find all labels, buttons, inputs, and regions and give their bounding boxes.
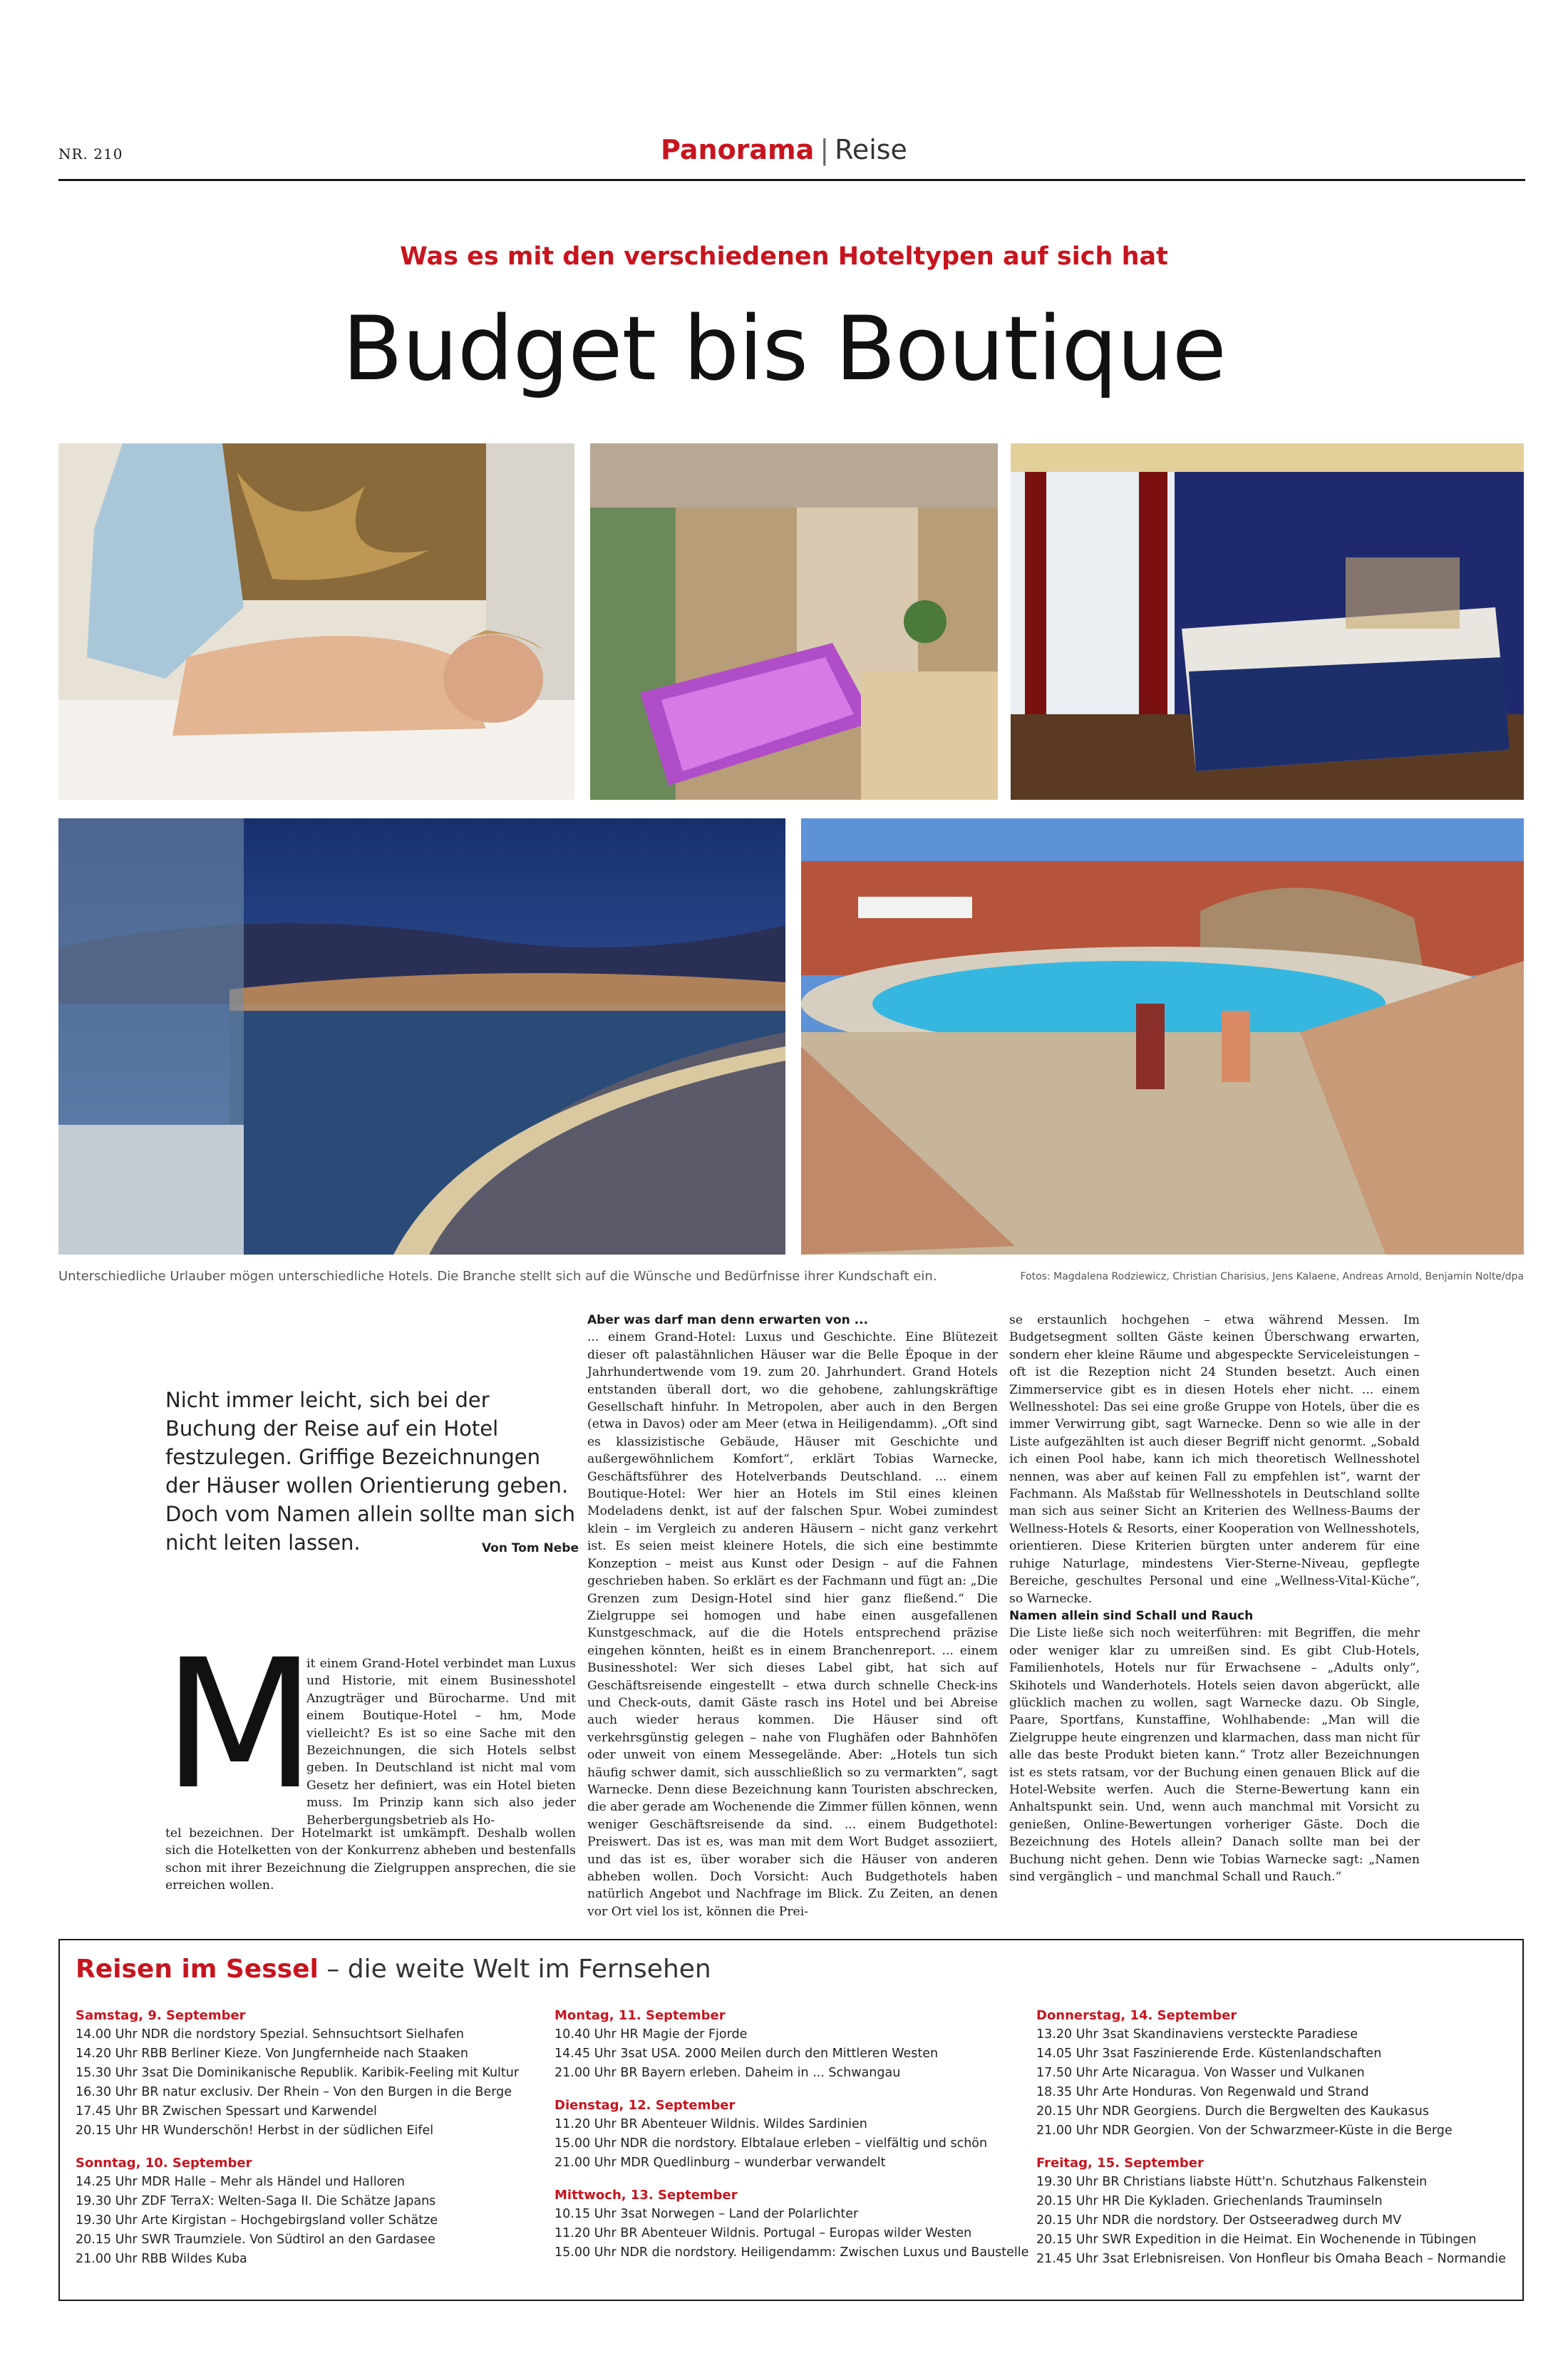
tv-listing: 21.00 Uhr NDR Georgien. Von der Schwarzmeer-Küste in die Berge	[1036, 2124, 1453, 2138]
tv-guide-title-bold: Reisen im Sessel	[76, 1955, 319, 1984]
tv-listing: 11.20 Uhr BR Abenteuer Wildnis. Wildes Sardinien	[555, 2117, 867, 2131]
tv-column-1	[76, 2006, 532, 2282]
tv-listing: 14.20 Uhr RBB Berliner Kieze. Von Jungfernheide nach Staaken	[76, 2047, 468, 2061]
tv-day	[555, 2096, 1011, 2173]
column-2	[587, 1312, 998, 1920]
tv-day	[555, 2186, 1029, 2263]
photo-resort-pool	[801, 818, 1524, 1255]
issue-number: NR. 210	[58, 145, 123, 163]
teaser	[165, 1386, 579, 1563]
column-3	[1009, 1312, 1420, 1885]
tv-guide-title	[76, 1955, 711, 1984]
tv-day-heading: Freitag, 15. September	[1036, 2156, 1204, 2171]
tv-listing: 17.45 Uhr BR Zwischen Spessart und Karwendel	[76, 2104, 377, 2119]
byline: Von Tom Nebe	[481, 1541, 579, 1555]
dropcap: M	[163, 1621, 316, 1828]
tv-listing: 19.30 Uhr BR Christians liabste Hütt'n. Schutzhaus Falkenstein	[1036, 2175, 1428, 2189]
tv-column-2	[555, 2006, 1029, 2275]
photo-hotel-room	[1011, 443, 1524, 800]
tv-listing: 20.15 Uhr HR Die Kykladen. Griechenlands Trauminseln	[1036, 2194, 1383, 2208]
tv-listing: 13.20 Uhr 3sat Skandinaviens versteckte Paradiese	[1036, 2027, 1358, 2042]
tv-listing: 10.40 Uhr HR Magie der Fjorde	[555, 2027, 748, 2042]
tv-listing: 18.35 Uhr Arte Honduras. Von Regenwald und Strand	[1036, 2085, 1369, 2099]
tv-listing: 10.15 Uhr 3sat Norwegen – Land der Polarlichter	[555, 2207, 859, 2221]
tv-listing: 16.30 Uhr BR natur exclusiv. Der Rhein – Von den Burgen in die Berge	[76, 2085, 512, 2099]
photo-credits: Fotos: Magdalena Rodziewicz, Christian Charisius, Jens Kalaene, Andreas Arnold, Benjamin Nolte/dpa	[1020, 1271, 1524, 1282]
tv-day-heading: Donnerstag, 14. September	[1036, 2008, 1237, 2023]
tv-listing: 17.50 Uhr Arte Nicaragua. Von Wasser und Vulkanen	[1036, 2066, 1365, 2080]
tv-column-3	[1036, 2006, 1506, 2282]
photo-night-coast	[58, 818, 785, 1255]
tv-day-heading: Dienstag, 12. September	[555, 2098, 736, 2113]
column-3-text: se erstaunlich hochgehen – etwa während Messen. Im Budgetsegment sollten Gäste keinen Überschwang erwarten, sondern eher kleine Räume und abgespeckte Serviceleistungen – oft ist die Rezeption nicht 24 Stunden besetzt. Auch einen Zimmerservice gibt es in diesen Hotels eher nicht. ... einem Wellnesshotel: Das sei eine große Gruppe von Hotels, über die es immer Verwirrung gibt, sagt Warnecke. Denn so wie alle in der Liste aufgezählten ist auch dieser Begriff nicht genormt. „Sobald ich einen Pool habe, kann ich mich theoretisch Wellnesshotel nennen, was aber auf keinen Fall zu empfehlen ist“, warnt der Fachmann. Als Maßstab für Wellnesshotels in Deutschland sollte man sich aus seiner Sicht an Kriterien des Wellness-Baums der Wellness-Hotels & Resorts, einer Kooperation von Wellnesshotels, orientieren. Diese Kriterien bürgten unter anderem für eine ruhige Naturlage, mindestens Vier-Sterne-Niveau, gepflegte Bereiche, geschultes Personal und eine „Wellness-Vital-Küche“, so Warnecke.	[1009, 1313, 1420, 1606]
tv-listing: 14.25 Uhr MDR Halle – Mehr als Händel und Halloren	[76, 2175, 405, 2189]
tv-guide-box	[58, 1939, 1524, 2301]
tv-listing: 21.00 Uhr MDR Quedlinburg – wunderbar verwandelt	[555, 2156, 886, 2170]
section-label: Panorama | Reise	[661, 134, 907, 165]
kicker: Was es mit den verschiedenen Hoteltypen auf sich hat	[400, 242, 1168, 271]
tv-listing: 14.00 Uhr NDR die nordstory Spezial. Sehnsuchtsort Sielhafen	[76, 2027, 464, 2042]
tv-day	[1036, 2006, 1492, 2141]
photo-caption: Unterschiedliche Urlauber mögen unterschiedliche Hotels. Die Branche stellt sich auf die Wünsche und Bedürfnisse ihrer Kundschaft ein.	[58, 1269, 937, 1284]
tv-day	[76, 2153, 532, 2269]
tv-listing: 20.15 Uhr NDR Georgiens. Durch die Bergwelten des Kaukasus	[1036, 2104, 1429, 2119]
column-1-bottom	[165, 1825, 576, 1895]
tv-listing: 20.15 Uhr SWR Traumziele. Von Südtirol an den Gardasee	[76, 2233, 435, 2247]
tv-listing: 19.30 Uhr ZDF TerraX: Welten-Saga II. Die Schätze Japans	[76, 2194, 436, 2208]
tv-listing: 15.30 Uhr 3sat Die Dominikanische Republik. Karibik-Feeling mit Kultur	[76, 2066, 520, 2080]
tv-listing: 20.15 Uhr NDR die nordstory. Der Ostseeradweg durch MV	[1036, 2213, 1402, 2228]
tv-guide-title-rest: – die weite Welt im Fernsehen	[318, 1955, 711, 1984]
tv-listing: 14.45 Uhr 3sat USA. 2000 Meilen durch den Mittleren Westen	[555, 2047, 939, 2061]
tv-listing: 19.30 Uhr Arte Kirgistan – Hochgebirgsland voller Schätze	[76, 2213, 438, 2228]
column-3-heading: Namen allein sind Schall und Rauch	[1009, 1608, 1254, 1623]
tv-day-heading: Mittwoch, 13. September	[555, 2188, 738, 2203]
tv-listing: 15.00 Uhr NDR die nordstory. Elbtalaue erleben – vielfältig und schön	[555, 2136, 988, 2151]
tv-listing: 14.05 Uhr 3sat Faszinierende Erde. Küstenlandschaften	[1036, 2047, 1382, 2061]
column-3-text-2: Die Liste ließe sich noch weiterführen: mit Begriffen, die mehr oder weniger klar zu umreißen sind. Es gibt Club-Hotels, Familienhotels, Hotels nur für Erwachsene – „Adults only“, Skihotels und Wanderhotels. Hotels seien davon abgerückt, alle glücklich machen zu wollen, sagt Warnecke dazu. Ob Single, Paare, Sportfans, Kunstaffine, Wohlhabende: „Man will die Zielgruppe heute eingrenzen und klarmachen, dass man nicht für alle das beste Produkt bieten kann.“ Trotz aller Bezeichnungen ist es stets ratsam, vor der Buchung einen genauen Blick auf die Hotel-Website werfen. Auch die Sterne-Bewertung kann ein Anhaltspunkt sein. Und, wenn auch manchmal mit Vorsicht zu genießen, Online-Bewertungen vorheriger Gäste. Doch die Bezeichnung des Hotels allein? Danach sollte man bei der Buchung nicht gehen. Denn wie Tobias Warnecke sagt: „Namen sind vergänglich – und manchmal Schall und Rauch.“	[1009, 1626, 1420, 1884]
header-rule	[58, 179, 1525, 181]
section-sub: Reise	[835, 134, 907, 165]
tv-listing: 11.20 Uhr BR Abenteuer Wildnis. Portugal – Europas wilder Westen	[555, 2226, 972, 2240]
column-2-text: ... einem Grand-Hotel: Luxus und Geschichte. Eine Blütezeit dieser oft palastähnlichen Häuser war die Belle Époque in der Jahrhundertwende vom 19. zum 20. Jahrhundert. Grand Hotels entstanden überall dort, wo die gehobene, zahlungskräftige Gesellschaft hinfuhr. In Metropolen, aber auch in den Bergen (etwa in Davos) oder am Meer (etwa in Heiligendamm). „Oft sind es klassizistische Gebäude, Häuser mit Geschichte und außergewöhnlichem Komfort“, erklärt Tobias Warnecke, Geschäftsführer des Hotelverbands Deutschland. ... einem Boutique-Hotel: Wer hier an Hotels im Stil eines kleinen Modeladens denkt, ist auf der falschen Spur. Wobei zumindest klein – im Vergleich zu anderen Häusern – nicht ganz verkehrt ist. Es seien meist kleinere Hotels, die sich eine bestimmte Konzeption – meist aus Kunst oder Design – auf die Fahnen geschrieben haben. So erklärt es der Fachmann und fügt an: „Die Grenzen zum Design-Hotel sind hier ganz fließend.“ Die Zielgruppe sei homogen und habe einen ausgefallenen Kunstgeschmack, auf die die Hotels entsprechend präzise eingehen könnten, heißt es in einem Branchenreport. ... einem Businesshotel: Wer sich dieses Label gibt, hat sich auf Geschäftsreisende eingestellt – etwa durch schnelle Check-ins und Check-outs, damit Gäste rasch ins Hotel und bei Abreise auch wieder heraus kommen. Die Häuser sind oft verkehrsgünstig gelegen – nahe von Flughäfen oder Bahnhöfen oder unweit von einem Messegelände. Aber: „Hotels tun sich häufig schwer damit, sich ausschließlich so zu vermarkten“, sagt Warnecke. Denn diese Bezeichnung kann Touristen abschrecken, die aber gerade am Wochenende die Zimmer füllen können, wenn weniger Geschäftsreisende da sind. ... einem Budgethotel: Preiswert. Das ist es, was man mit dem Wort Budget assoziiert, und das ist es, über woraber sich die Häuser von anderen abheben wollen. Doch Vorsicht: Auch Budgethotels haben natürlich Angebot und Nachfrage im Blick. Zu Zeiten, an denen vor Ort viel los ist, können die Prei-	[587, 1330, 998, 1919]
tv-day	[555, 2006, 1011, 2083]
tv-listing: 21.45 Uhr 3sat Erlebnisreisen. Von Honfleur bis Omaha Beach – Normandie	[1036, 2252, 1506, 2266]
teaser-text: Nicht immer leicht, sich bei der Buchung der Reise auf ein Hotel festzulegen. Griffige Bezeichnungen der Häuser wollen Orientierung geben. Doch vom Namen allein sollte man sich nicht leiten lassen.	[165, 1388, 576, 1555]
tv-listing: 21.00 Uhr BR Bayern erleben. Daheim in ... Schwangau	[555, 2066, 901, 2080]
tv-day-heading: Sonntag, 10. September	[76, 2156, 252, 2171]
column-1-top-text: it einem Grand-Hotel verbindet man Luxus und Historie, mit einem Businesshotel Anzugträger und Bürocharme. Und mit einem Boutique-Hotel – hm, Mode vielleicht? Es ist so eine Sache mit den Bezeichnungen, die sich Hotels selbst geben. In Deutschland ist nicht mal vom Gesetz her definiert, was ein Hotel bieten muss. Im Prinzip kann sich also jeder Beherbergungsbetrieb als Ho-	[306, 1657, 576, 1828]
column-1-top	[306, 1655, 576, 1829]
tv-listing: 15.00 Uhr NDR die nordstory. Heiligendamm: Zwischen Luxus und Baustelle	[555, 2245, 1029, 2260]
column-1-bottom-text: tel bezeichnen. Der Hotelmarkt ist umkämpft. Deshalb wollen sich die Hotelketten von der Konkurrenz abheben und bestenfalls schon mit ihrer Bezeichnung die Zielgruppen ansprechen, die sie erreichen wollen.	[165, 1826, 576, 1893]
photo-massage	[58, 443, 574, 800]
headline: Budget bis Boutique	[342, 298, 1226, 401]
tv-day	[76, 2006, 532, 2141]
tv-listing: 20.15 Uhr SWR Expedition in die Heimat. Ein Wochenende in Tübingen	[1036, 2233, 1477, 2247]
column-2-heading: Aber was darf man denn erwarten von ...	[587, 1313, 869, 1327]
tv-listing: 21.00 Uhr RBB Wildes Kuba	[76, 2252, 247, 2266]
tv-day	[1036, 2153, 1506, 2269]
section-main: Panorama	[661, 134, 815, 165]
photo-spa-pool	[590, 443, 998, 800]
tv-day-heading: Samstag, 9. September	[76, 2008, 246, 2023]
tv-day-heading: Montag, 11. September	[555, 2008, 726, 2023]
tv-listing: 20.15 Uhr HR Wunderschön! Herbst in der südlichen Eifel	[76, 2124, 434, 2138]
